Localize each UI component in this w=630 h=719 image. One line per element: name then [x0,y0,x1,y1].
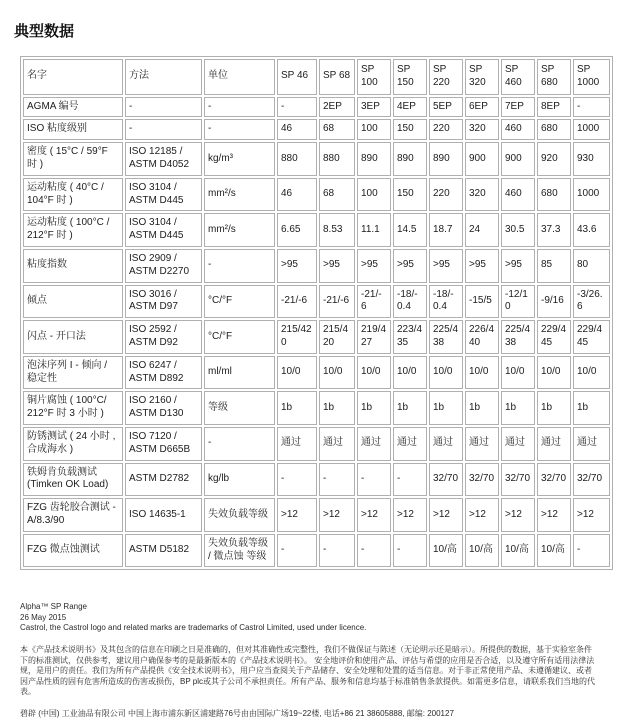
row-method-cell: ISO 3104 / ASTM D445 [125,178,202,212]
value-cell: 920 [537,142,571,176]
value-cell: 32/70 [573,463,610,497]
value-cell: 1b [319,391,355,425]
value-cell: 229/445 [537,320,571,354]
value-cell: 890 [429,142,463,176]
value-cell: 46 [277,119,317,140]
value-cell: 通过 [501,427,535,461]
row-unit-cell: kg/lb [204,463,275,497]
value-cell: 18.7 [429,213,463,247]
disclaimer-text: 本《产品技术说明书》及其包含的信息在印刷之日是准确的，但对其准确性或完整性，我们不做保证与陈述（无论明示还是暗示）。所提供的数据，基于实验室条件下的标准测试，仅供参考，建议用户确保参考的是最新版本的《产品技术说明书》。 安全地评价和使用产品、评估与希望的应用是否合适，以及遵守所有适用法律法规，是用户的责任。我们为所有产品提供《安全技术说明书》，用户应当查阅关于产品储存、安全处理和处置的适当信息。对于非正常使用产品、未遵循建议、或者因产品性质的固有危害所造成的伤害或损伤，BP plc或其子公司不承担责任。所有产品、服务和信息均基于标准销售条款提供。如需更多信息，请联系我们当地的代表。 [20,644,595,697]
row-method-cell: - [125,119,202,140]
table-row [23,285,610,319]
row-unit-cell: °C/°F [204,285,275,319]
value-cell: >95 [393,249,427,283]
value-cell: 226/440 [465,320,499,354]
value-cell: 通过 [573,427,610,461]
value-cell: >95 [319,249,355,283]
value-cell: 680 [537,119,571,140]
table-header-row [23,59,610,95]
value-cell: 5EP [429,97,463,118]
value-cell: 10/0 [319,356,355,390]
value-cell: 1b [277,391,317,425]
value-cell: 通过 [465,427,499,461]
row-unit-cell: mm²/s [204,213,275,247]
value-cell: >12 [501,498,535,532]
value-cell: 1000 [573,178,610,212]
column-header: SP 680 [537,59,571,95]
value-cell: -15/5 [465,285,499,319]
value-cell: - [319,463,355,497]
value-cell: 43.6 [573,213,610,247]
value-cell: 1b [393,391,427,425]
row-unit-cell: - [204,119,275,140]
value-cell: 通过 [429,427,463,461]
row-method-cell: ISO 2909 / ASTM D2270 [125,249,202,283]
value-cell: 6EP [465,97,499,118]
value-cell: >95 [465,249,499,283]
value-cell: - [277,534,317,568]
value-cell: - [319,534,355,568]
value-cell: 223/435 [393,320,427,354]
row-name-cell: 铜片腐蚀 ( 100°C/ 212°F 时 3 小时 ) [23,391,123,425]
value-cell: 80 [573,249,610,283]
value-cell: 6.65 [277,213,317,247]
value-cell: -21/-6 [357,285,391,319]
value-cell: >12 [357,498,391,532]
page-title: 典型数据 [14,23,75,40]
column-header: 名字 [23,59,123,95]
table-row [23,391,610,425]
value-cell: - [393,463,427,497]
value-cell: 68 [319,178,355,212]
value-cell: - [573,534,610,568]
value-cell: >95 [429,249,463,283]
value-cell: - [277,97,317,118]
value-cell: 880 [319,142,355,176]
table-row [23,427,610,461]
column-header: SP 100 [357,59,391,95]
value-cell: 1b [357,391,391,425]
row-name-cell: 密度 ( 15°C / 59°F 时 ) [23,142,123,176]
value-cell: -18/-0.4 [393,285,427,319]
row-method-cell: ISO 14635-1 [125,498,202,532]
column-header: 单位 [204,59,275,95]
value-cell: 1b [429,391,463,425]
value-cell: 225/438 [429,320,463,354]
value-cell: 32/70 [465,463,499,497]
table-row [23,97,610,118]
value-cell: 900 [465,142,499,176]
value-cell: 890 [393,142,427,176]
value-cell: -18/-0.4 [429,285,463,319]
row-unit-cell: 等级 [204,391,275,425]
row-name-cell: 防锈测试 ( 24 小时 , 合成海水 ) [23,427,123,461]
value-cell: 通过 [319,427,355,461]
column-header: SP 220 [429,59,463,95]
value-cell: 219/427 [357,320,391,354]
value-cell: >12 [429,498,463,532]
row-unit-cell: mm²/s [204,178,275,212]
typical-data-table [20,56,613,570]
value-cell: 215/420 [319,320,355,354]
row-name-cell: FZG 齿轮胶合测试 - A/8.3/90 [23,498,123,532]
value-cell: 1b [501,391,535,425]
table-row [23,249,610,283]
value-cell: 10/高 [429,534,463,568]
value-cell: 10/0 [277,356,317,390]
value-cell: 24 [465,213,499,247]
row-name-cell: AGMA 编号 [23,97,123,118]
value-cell: 37.3 [537,213,571,247]
value-cell: 14.5 [393,213,427,247]
value-cell: 1b [465,391,499,425]
value-cell: 通过 [277,427,317,461]
value-cell: -9/16 [537,285,571,319]
value-cell: 4EP [393,97,427,118]
value-cell: 通过 [357,427,391,461]
value-cell: >12 [537,498,571,532]
value-cell: >12 [277,498,317,532]
value-cell: >12 [319,498,355,532]
value-cell: -3/26.6 [573,285,610,319]
row-method-cell: ISO 3016 / ASTM D97 [125,285,202,319]
row-name-cell: 粘度指数 [23,249,123,283]
row-method-cell: ISO 12185 / ASTM D4052 [125,142,202,176]
row-method-cell: ISO 7120 / ASTM D665B [125,427,202,461]
value-cell: 32/70 [537,463,571,497]
table-row [23,178,610,212]
value-cell: 880 [277,142,317,176]
row-method-cell: ISO 6247 / ASTM D892 [125,356,202,390]
value-cell: 900 [501,142,535,176]
value-cell: 460 [501,119,535,140]
value-cell: 85 [537,249,571,283]
row-method-cell: ISO 2592 / ASTM D92 [125,320,202,354]
row-method-cell: ISO 3104 / ASTM D445 [125,213,202,247]
value-cell: 215/420 [277,320,317,354]
column-header: SP 68 [319,59,355,95]
row-unit-cell: °C/°F [204,320,275,354]
value-cell: 8.53 [319,213,355,247]
value-cell: 100 [357,178,391,212]
row-unit-cell: 失效负载等级 [204,498,275,532]
value-cell: 11.1 [357,213,391,247]
value-cell: -21/-6 [319,285,355,319]
column-header: SP 1000 [573,59,610,95]
table-row [23,356,610,390]
table-row [23,119,610,140]
value-cell: 100 [357,119,391,140]
value-cell: 680 [537,178,571,212]
column-header: SP 150 [393,59,427,95]
value-cell: 890 [357,142,391,176]
value-cell: 10/0 [465,356,499,390]
value-cell: 32/70 [501,463,535,497]
value-cell: 1b [573,391,610,425]
value-cell: 2EP [319,97,355,118]
row-name-cell: 泡沫序列 I - 倾向 / 稳定性 [23,356,123,390]
value-cell: 225/438 [501,320,535,354]
value-cell: - [357,534,391,568]
value-cell: 通过 [537,427,571,461]
trademark-notice: Castrol, the Castrol logo and related marks are trademarks of Castrol Limited, used under licence. [20,623,367,633]
value-cell: 10/0 [501,356,535,390]
row-name-cell: ISO 粘度级别 [23,119,123,140]
row-unit-cell: 失效负载等级 / 微点蚀 等级 [204,534,275,568]
value-cell: 68 [319,119,355,140]
value-cell: >95 [277,249,317,283]
value-cell: 10/0 [429,356,463,390]
value-cell: 1b [537,391,571,425]
table-row [23,498,610,532]
value-cell: 150 [393,178,427,212]
row-name-cell: 运动粘度 ( 40°C / 104°F 时 ) [23,178,123,212]
value-cell: 220 [429,119,463,140]
value-cell: 10/0 [573,356,610,390]
value-cell: 46 [277,178,317,212]
value-cell: 320 [465,119,499,140]
value-cell: 10/高 [537,534,571,568]
value-cell: -12/10 [501,285,535,319]
value-cell: - [393,534,427,568]
row-name-cell: FZG 微点蚀测试 [23,534,123,568]
value-cell: - [357,463,391,497]
column-header: SP 320 [465,59,499,95]
table-row [23,463,610,497]
company-address: 碧辟 (中国) 工业油品有限公司 中国上海市浦东新区浦建路76号由由国际广场19~22楼, 电话+86 21 38605888, 邮编: 200127 [20,708,454,718]
value-cell: >12 [573,498,610,532]
value-cell: 30.5 [501,213,535,247]
value-cell: 229/445 [573,320,610,354]
value-cell: 7EP [501,97,535,118]
value-cell: 220 [429,178,463,212]
value-cell: 10/高 [465,534,499,568]
value-cell: 通过 [393,427,427,461]
value-cell: >95 [357,249,391,283]
value-cell: 10/高 [501,534,535,568]
row-unit-cell: kg/m³ [204,142,275,176]
value-cell: >12 [393,498,427,532]
table-row [23,534,610,568]
row-unit-cell: - [204,249,275,283]
row-unit-cell: ml/ml [204,356,275,390]
value-cell: 10/0 [537,356,571,390]
value-cell: 460 [501,178,535,212]
value-cell: 10/0 [357,356,391,390]
value-cell: 930 [573,142,610,176]
row-name-cell: 运动粘度 ( 100°C / 212°F 时 ) [23,213,123,247]
value-cell: - [573,97,610,118]
table-head [23,59,610,95]
value-cell: -21/-6 [277,285,317,319]
product-name: Alpha™ SP Range [20,602,88,612]
value-cell: 3EP [357,97,391,118]
value-cell: 150 [393,119,427,140]
value-cell: 10/0 [393,356,427,390]
value-cell: 8EP [537,97,571,118]
row-name-cell: 倾点 [23,285,123,319]
row-name-cell: 闪点 - 开口法 [23,320,123,354]
row-method-cell: - [125,97,202,118]
row-method-cell: ASTM D5182 [125,534,202,568]
value-cell: >95 [501,249,535,283]
column-header: 方法 [125,59,202,95]
footer [20,602,598,719]
value-cell: - [277,463,317,497]
table-row [23,320,610,354]
table-body [23,97,610,568]
row-unit-cell: - [204,427,275,461]
column-header: SP 46 [277,59,317,95]
row-method-cell: ASTM D2782 [125,463,202,497]
value-cell: 320 [465,178,499,212]
column-header: SP 460 [501,59,535,95]
value-cell: >12 [465,498,499,532]
table-row [23,142,610,176]
row-name-cell: 铁姆肯负载测试 (Timken OK Load) [23,463,123,497]
value-cell: 32/70 [429,463,463,497]
row-unit-cell: - [204,97,275,118]
value-cell: 1000 [573,119,610,140]
table-row [23,213,610,247]
row-method-cell: ISO 2160 / ASTM D130 [125,391,202,425]
publish-date: 26 May 2015 [20,612,67,622]
